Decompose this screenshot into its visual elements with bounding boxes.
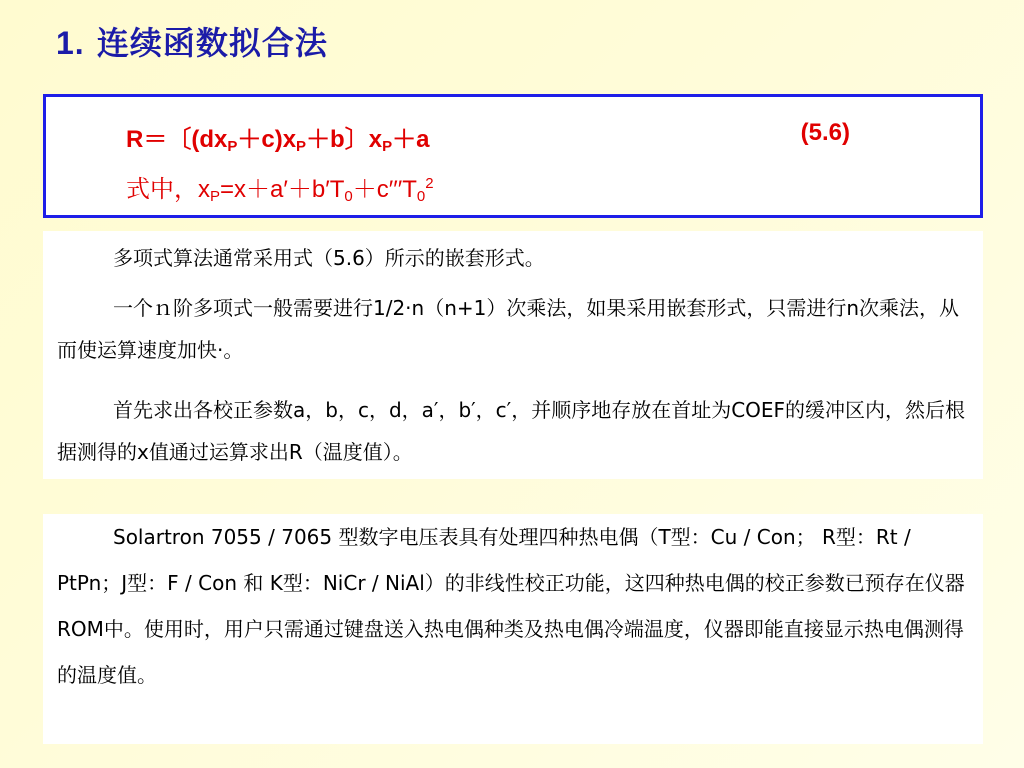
text-panel-nested-form bbox=[43, 231, 983, 479]
paragraph-solartron: Solartron 7055 / 7065 型数字电压表具有处理四种热电偶（T型：Cu / Con； R型：Rt / PtPn；J型：F / Con 和 K型：NiCr / NiAl）的非线性校正功能，这四种热电偶的校正参数已预存在仪器ROM中。使用时，用户只需通过键盘送入热电偶种类及热电偶冷端温度，仪器即能直接显示热电偶测得的温度值。 bbox=[57, 525, 965, 687]
formula-equation: R＝〔$(dx_P+c)x_P+b$〕$x_P+a$ bbox=[126, 126, 430, 155]
title-number: 1. bbox=[56, 25, 85, 61]
title-text: 连续函数拟合法 bbox=[96, 24, 328, 62]
equation-number: (5.6) bbox=[800, 119, 850, 146]
paragraph-parameters: 首先求出各校正参数a，b，c，d，a′，b′，c′，并顺序地存放在首址为COEF的缓冲区内，然后根据测得的x值通过运算求出R（温度值）。 bbox=[57, 398, 966, 464]
formula-box bbox=[43, 94, 983, 218]
paragraph-multiplications: 一个ｎ阶多项式一般需要进行1/2·n（n+1）次乘法，如果采用嵌套形式，只需进行n次乘法，从而使运算速度加快·。 bbox=[57, 296, 960, 362]
formula-definition: 式中，$x_P=x+a'+b'T_0+c'''T_0^2$ bbox=[126, 175, 434, 205]
paragraph-nested-form: 多项式算法通常采用式（5.6）所示的嵌套形式。 bbox=[113, 246, 545, 270]
text-panel-solartron bbox=[43, 514, 983, 744]
slide-title bbox=[56, 18, 328, 64]
